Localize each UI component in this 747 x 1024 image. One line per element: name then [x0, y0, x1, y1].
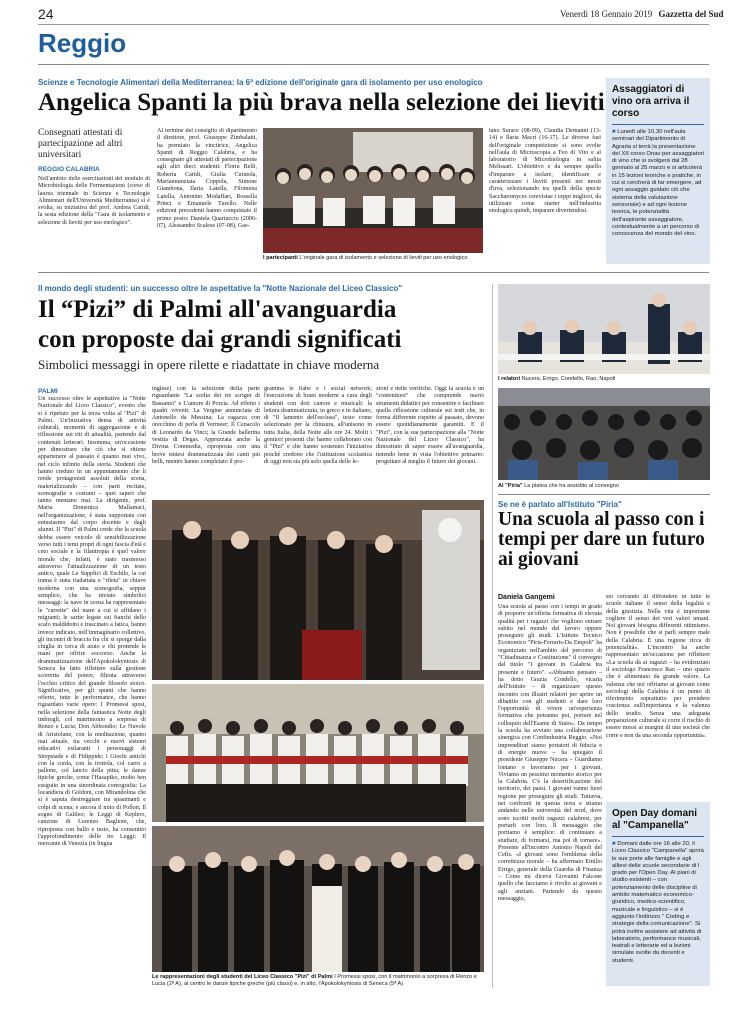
article1-headline: Angelica Spanti la più brava nella selezione dei lieviti	[38, 89, 605, 116]
article2-kicker: Il mondo degli studenti: un successo oltre le aspettative la "Notte Nazionale del Liceo Classico"	[38, 284, 403, 293]
date-text: Venerdì 18 Gennaio 2019	[560, 9, 653, 19]
sidebar1-text	[612, 129, 704, 238]
article2-col2: inglese) con la selezione della parte riguardante "La scelta dei tre scrigni di Bassanio" e L'amore di Porzia. Ad effetto i quadri viventi: La Vergine annunciata di Antonello da Messina; La ragazza con orecchino di perla di Vermeer; Il Cenacolo di Leonardo da Vinci; la Grande ballerina vestita di Degas. Apprezzata anche la Divina Commedia, riproposta con una breve sintesi drammatizzata dei canti più belli, mentre hanno completato il pro-	[152, 386, 260, 465]
article-separator	[38, 272, 709, 273]
article2-subheadline: Simbolici messaggi in opere rilette e riadattate in chiave moderna	[38, 357, 380, 372]
speakers-photo-svg	[498, 284, 710, 374]
photo-promessi-sposi	[152, 826, 484, 972]
photo-greek-dances	[152, 684, 484, 822]
sidebar-open-day	[606, 802, 710, 986]
article3-byline: Daniela Gangemi	[498, 594, 555, 601]
photo-apokolokyntosis	[152, 500, 484, 680]
sidebar1-title: Assaggiatori di vino ora arriva il corso	[612, 84, 690, 119]
stage-photo-1-svg	[152, 500, 484, 680]
article1-byline: REGGIO CALABRIA	[38, 166, 100, 173]
article1-photo	[263, 128, 483, 253]
sidebar2-text	[612, 841, 704, 965]
article2-caption	[152, 974, 484, 990]
right-caption2-bold: Al "Piria"	[498, 483, 523, 489]
caption2-bold: Le rappresentazioni degli studenti del Liceo Classico "Pizi" di Palmi	[152, 974, 333, 980]
right-caption1	[498, 376, 710, 383]
article1-col1: Nell'ambito delle esercitazioni del modulo di Microbiologia delle Fermentazioni (corso di laurea triennale in Scienze e Tecnologie Alimentari dell'Università Mediterranea) si è svolta, su iniziativa del prof. Andrea Caridi, la sesta edizione della "Gara di isolamento e selezione di lieviti per uso enologico".	[38, 176, 150, 226]
article2-col3: gramma le fiabe e i social network; l'esecuzione di brani moderni a cura degli studenti con doti canore e musicali: la lettura drammatizzata, in greco e in italiano, di "Il lamento dell'esclusa", testo come selezionato per la chiusura, all'unisono in tutta Italia, della Notte alle ore 24. Molti i genitori presenti che hanno collaborato con il "Pizi" e che hanno sostenuto l'iniziativa poiché credono che l'istituzione scolastica di oggi non sia più solo quella delle le-	[264, 386, 372, 465]
article1-col3: tano Surace (08-09), Claudia Demanni (13-14) e Ilaria Macrì (16-17). Le diverse fasi dell'originale competizione si sono svolte nell'aula di Microscopia a Feo di Vito e al laboratorio di Microbiologia in salita Melissari. L'obiettivo e da sempre quello d'imparare a isolare, identificare e caratterizzare i lieviti presenti nei mosti d'uva, selezionando tra quelli della specie Saccharomyces cerevisiae i ceppi migliori, da utilizzare come starter nell'industria enologica quindi, imparare divertendosi.	[489, 128, 601, 215]
article2-headline-line2: con proposte dai grandi significati	[38, 326, 402, 353]
article1-col2: Al termine del consiglio di dipartimento il direttore, prof. Giuseppe Zimbalatti, ha premiato la vincitrice, Angelica Spanti di Reggio Calabria, e ha consegnato gli attestati di partecipazione agli altri dieci studenti: Florin Belli, Roberta Caridi, Giulia Curatola, Mariannunziata Coppola, Simone Giambona, Ilaria Latella, Filomena Latella, Antonino Modaffari, Rossella Princi e Emanuele Turello. Nelle edizioni precedenti hanno conquistato il primo posto: Daniela Quartuccio (2006-07), Alessandro Scalese (07-08), Gae-	[157, 128, 257, 229]
audience-photo-svg	[498, 388, 710, 480]
article3-col1: Una scuola al passo con i tempi in grado di proporre un'offerta formativa di elevata qualità per i ragazzi che vogliono entrare subito nel mondo del lavoro oppure proseguire gli studi. L'Istituto Tecnico Economico "Piria-Ferraris-Da Empoli" ha organizzato nell'ambito del percorso di "Cittadinanza e Costituzione" il convegno dal titolo "I giovani in Calabria tra presente e futuro". «Abbiamo pensato – ha detto Grazia Condello, vicaria dell'Istituto – di organizzare questo incontro con illustri relatori per aprire un dibattito con gli studenti e dare loro l'opportunità di vivere un'esperienza formativa che potranno poi, portare nel colloquio dell'Esame di Stato». Da tempo la scuola ha avviato una collaborazione sinergica con Confindustria Reggio. «Noi imprenditori siamo portatori di fiducia e di energie nuove – ha spiegato il presidente Giuseppe Nucera – Guardiamo lontano e lavoriamo per i giovani. Viviamo un pessimo momento storico per la Calabria. C'è la desertificazione del territorio, dei paesi. I giovani vanno fuori regione per proseguire gli studi. Tuttavia, nei confronti in questa terra e stiamo andando nelle università del nord, dove sono iscritti molti ragazzi calabresi, per portarli con loro. Il messaggio che portiamo è semplice: di continuare a studiare, di formarsi, ma poi di tornare». Presente all'incontro Antonio Napoli del Cefis. «I giovani sono l'emblema della correttezza morale – ha affermato Emilio Errigo, generale della Guardia di Finanza – Come mi diceva Giovanni Falcone quello che facciamo è rivolto ai giovani e agli anziani. Partendo da questo messaggio,	[498, 604, 602, 902]
bullet-icon: ■	[612, 129, 618, 135]
header-rule	[38, 24, 709, 25]
sidebar2-title: Open Day domani al "Campanella"	[612, 808, 698, 831]
sidebar1-body: Lunedì alle 10.30 nell'aula seminari del Dipartimento di Agraria si terrà la presentazione del XII corso Onav per assaggiatori di vino che si svolgerà dal 28 gennaio al 25 marzo e si articolerà in 15 lezioni teoriche e pratiche, in cui si cercherà di far emergere, ad ogni assaggio guidato ciò che sistema della valutazione sensoriale) e ad ogni lezione teorica, le potenzialità dell'aspirante assaggiatore, contestualmente a un percorso di conoscenza del mondo del vino.	[612, 129, 705, 238]
photo-speakers	[498, 284, 710, 374]
article1-summary: Consegnati attestati di partecipazione ad altri universitari	[38, 128, 123, 160]
date-line	[560, 9, 723, 19]
article2-byline: PALMI	[38, 388, 58, 395]
right-caption2-text: La platea che ha assistito al convegno	[524, 483, 620, 489]
article1-kicker: Scienze e Tecnologie Alimentari della Mediterranea: la 6ª edizione dell'originale gara di isolamento per uso enologico	[38, 78, 483, 87]
students-photo-svg	[263, 128, 483, 253]
article3-headline: Una scuola al passo con i tempi per dare un futuro ai giovani	[498, 509, 705, 570]
sidebar1-rule	[612, 124, 704, 125]
right-caption2	[498, 483, 710, 490]
article2-col1: Un successo oltre le aspettative la "Notte Nazionale del Liceo Classico", evento che si è ripetuto per la terza volta al "Pizi" di Palmi. Un'iniziativa densa di attività culturali, momenti di aggregazione e di riflessione sui riti di attualità, partendo dal contenuti letterari. Insomma, un'occasione per dimostrare che ciò che si ritiene appartenere al passato è quanto mai vivo, nel ciclo infinito della storia. Studenti che hanno creduto in un appuntamento che li rende protagonisti assoluti della scena, materializzando – con parti recitate, scenografie e costumi – quei saperi che tanno mentano mai. La dirigente, prof. Maria Domenica Mallamaci, nell'organizzazione, è stata supportata con entusiasmo dal corpo docente e dagli alunni. Il "Pizi" di Palmi crede che la scuola debba essere veicolo di sensibilizzazione verso tutti i temi propri di ogni fascia d'età e ceto sociale e la filantropia è quel valore morale che, infatti, è stato trasmesso attraverso l'attualizzazione di un testo antico, quale Le Supplici di Eschilo, la cui trama è stata riadattata e "rileta" in chiave moderna con una scenografia, seppur semplice, che ha inviato simbolici messaggi: la nave in scena ha rappresentato le "carrette" del mare a cui si affidano i migranti; le sartie legate sui fianchi dello scafo maldidotto e trascinato a fatica, hanno invece indicato, nell'immaginario collettivo, gli incontri di braccia fra chi si sporge dalla chiglia in cerca di aiuto e chi protende le mani per offrire soccorso. Anche la drammatizzazione dell'Apokolokyntosis di Seneca ha fatto riflettere sulla gestione scorretta del potere, filtrata attraverso l'occhio critico del grande filosofo stoico. Significative, per gli spunti che hanno offerto, tutte le performance, che hanno riguardato varie opere: I Promessi sposi, nella selezione della fantastica Notte degli imbrogli, col matrimonio a sorpresa di Renzo e Lucia; Don Abbondio; Le Nuvole di Aristofane, con la meditazione, quanto mai attuale, tra vecchi e nuovi sistemi educativi esilaranti i personaggi di Strepsiade e di Fidippide; i Giochi antichi con la corda, con la trottola, col carro a pallone, col lancio della pitta; le danze tipiche greche, come l'Hasapiko, molto ben eseguito in una sinordinata coreografia: La locandiera di Goldoni, con Mirandolina che si è saputa destreggiare tra spasimanti e colpi di scena; e ancora il mito di Pollon; Il sogno di Galileo; le Leggi di Keplero, canzone di Lorenzo Baglioni, che, riproposta con ballo e testo, ha consentito l'approfondimento delle tre Leggi; Il mercante di Venezia (in lingua	[38, 396, 146, 848]
article3-col2: sto cercando di diffondere in tutte le scuole italiane il senso della legalità e della giustizia. Nella vita è importante cogliere il senso dei veri valori umani. Noi giovani bisogna differenti ottimismo. Non è possibile che si parli sempre male della Calabria. È una regione ricca di potenzialità». L'incontro ha anche rappresentato un'occasione per riflettere «La scuola dà ai ragazzi – ha evidenziato il sociologo Francesco Rao – uno spazio che è alimentato da grande valore. La valenza che noi offriamo ai giovani come sociologi della Calabria è un punto di riferimento soprattutto per prendere coscienza sull'importanza e la valenza dello studio. Senza una adeguata preparazione culturale si corre il rischio di essere messi ai margini di una società che corre e non da una seconda opportunità».	[606, 594, 710, 739]
column-divider	[492, 284, 493, 988]
stage-photo-2-svg	[152, 684, 484, 822]
article3-kicker: Se ne è parlato all'Istituto "Piria"	[498, 500, 622, 509]
sidebar-wine-course	[606, 78, 710, 264]
right-caption1-bold: I relatori	[498, 376, 521, 382]
caption-bold: I partecipanti	[263, 255, 298, 261]
photo-audience	[498, 388, 710, 480]
article2-headline-line1: Il “Pizi” di Palmi all'avanguardia	[38, 296, 397, 323]
section-rule	[38, 64, 709, 65]
sidebar2-body: Domani dalle ore 16 alle 20, il Liceo Classico "Campanella" aprirà le sue porte alle famiglie e agli allievi delle scuole secondarie di I grado per l'Open Day. Ai piani di studio esistenti – con potenziamento delle discipline di ambito matematico economico-giuridico, medico-scientifico, musicale e linguistico – si è aggiunto l'indirizzo " Coding e strategie della comunicazione". Si potrà inoltre assistere ad attività di laboratorio, performance musicali, teatrali e letterarie ed a lezioni simulate svolte da docenti e studenti.	[612, 841, 704, 964]
page-number: 24	[38, 6, 54, 22]
right-caption1-text: Nucera, Errigo, Condello, Rao, Napoli	[521, 376, 616, 382]
caption-text: L'originale gara di isolamento e selezione di lieviti per uso enologico	[299, 255, 468, 261]
paper-name: Gazzetta del Sud	[658, 9, 724, 19]
article1-caption	[263, 255, 483, 262]
stage-photo-3-svg	[152, 826, 484, 972]
right-separator	[498, 494, 710, 495]
section-title: Reggio	[38, 28, 127, 58]
article2-col4: zioni e delle verifiche. Oggi la scuola è un "contenitore" che comprende nuovi strumenti didattici per consentire e facilitare quella riflessione culturale sui testi che, in forma differente rispetto al passato, devono essere quotidianamente garantiti. E il "Pizi", con la sua partecipazione alla "Notte Nazionale del Liceo Classico", ha dimostrato di saper essere all'avanguardia, tenendo bene in vista l'obiettivo primario: progettare al meglio il futuro dei giovani.	[376, 386, 484, 465]
bullet-icon: ■	[612, 841, 618, 847]
sidebar2-rule	[612, 836, 704, 837]
caption2-text: I Promessi sposi, con il matrimonio a sorpresa di Renzo e Lucia (2ª A), al centro le danze tipiche greche (più classi) e, in alto, l'Apokolokyntosis di Seneca (5ª A)	[152, 974, 477, 987]
